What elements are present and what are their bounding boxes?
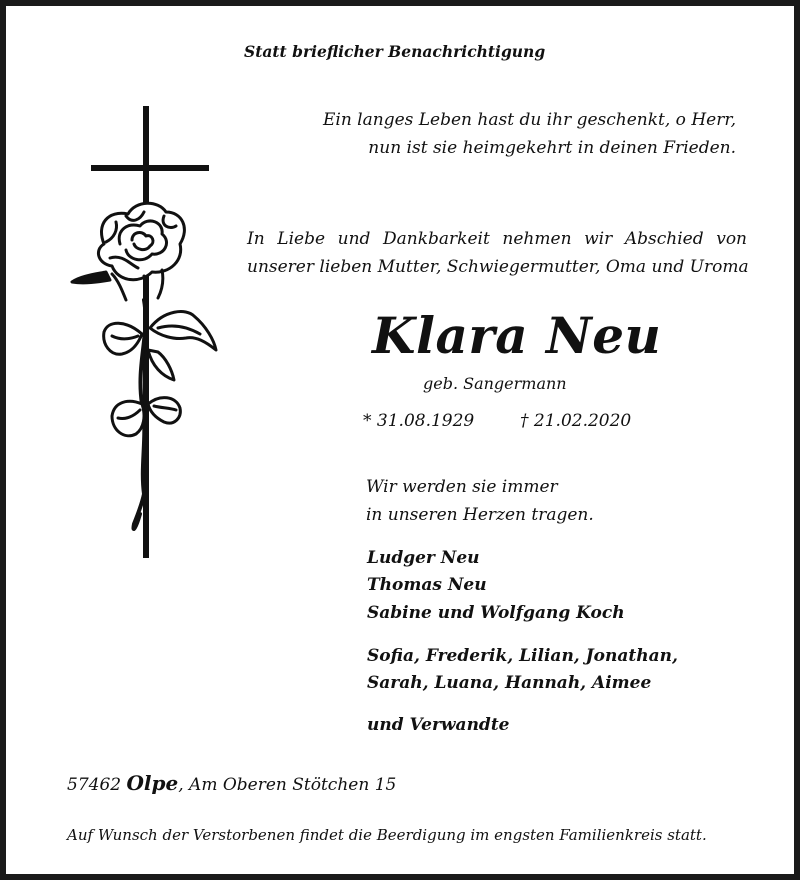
- intro-line-2: unserer lieben Mutter, Schwiegermutter, Oma und Uroma: [247, 257, 749, 277]
- family-line-5: Sarah, Luana, Hannah, Aimee: [367, 673, 652, 693]
- verse-line-1: Ein langes Leben hast du ihr geschenkt, o Herr,: [322, 110, 736, 130]
- quote-line-1: Wir werden sie immer: [366, 477, 558, 497]
- family-line-3: Sabine und Wolfgang Koch: [367, 603, 625, 623]
- address-city: Olpe: [126, 771, 179, 795]
- quote-line-2: in unseren Herzen tragen.: [366, 505, 594, 525]
- notice-heading: Statt brieflicher Benachrichtigung: [244, 42, 546, 61]
- family-line-2: Thomas Neu: [367, 575, 487, 595]
- address-zip: 57462: [67, 775, 122, 795]
- family-line-1: Ludger Neu: [367, 548, 480, 568]
- family-line-4: Sofia, Frederik, Lilian, Jonathan,: [367, 646, 678, 666]
- intro-line-1: In Liebe und Dankbarkeit nehmen wir Abschied von: [247, 229, 747, 249]
- funeral-note: Auf Wunsch der Verstorbenen findet die Beerdigung im engsten Familienkreis statt.: [67, 826, 707, 844]
- cross-rose-illustration: [66, 104, 226, 564]
- deceased-name: Klara Neu: [372, 306, 662, 365]
- death-date: † 21.02.2020: [520, 411, 632, 431]
- verse-line-2: nun ist sie heimgekehrt in deinen Frieden.: [368, 138, 736, 158]
- birth-date: * 31.08.1929: [363, 411, 475, 431]
- family-line-6: und Verwandte: [367, 715, 510, 735]
- birth-name: geb. Sangermann: [423, 374, 567, 393]
- address-street: , Am Oberen Stötchen 15: [178, 775, 397, 795]
- address: [67, 771, 396, 795]
